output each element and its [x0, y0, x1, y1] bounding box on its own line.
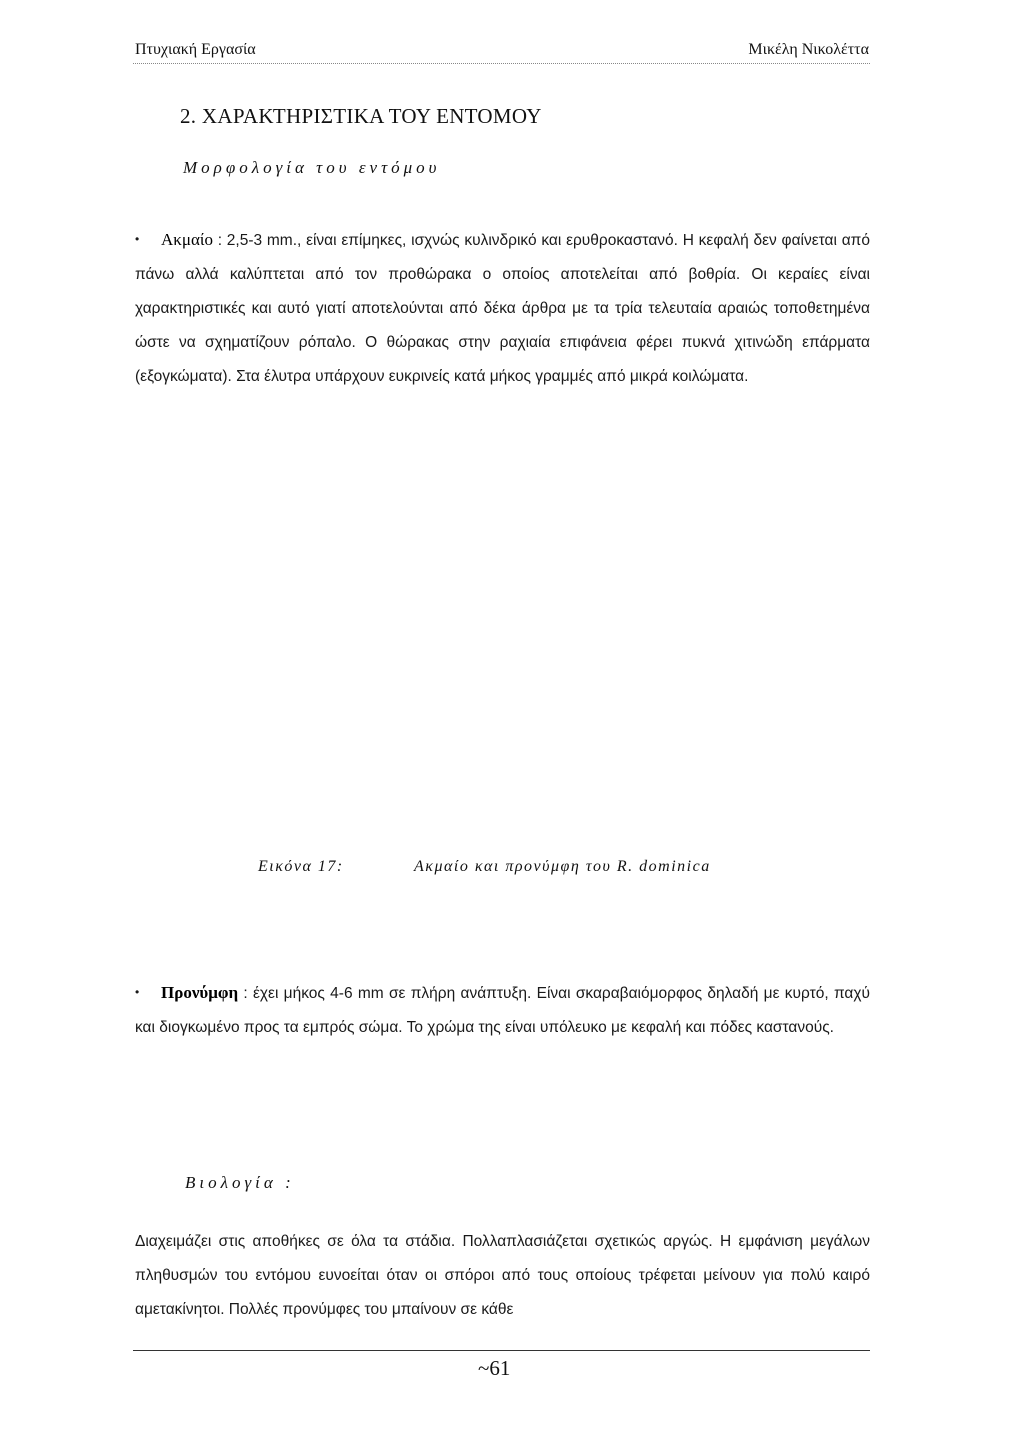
larva-lead-term: Προνύμφη	[161, 983, 239, 1002]
larva-description-text: : έχει μήκος 4-6 mm σε πλήρη ανάπτυξη. Είναι σκαραβαιόμορφος δηλαδή με κυρτό, παχύ και διογκωμένο προς τα εμπρός σώμα. Το χρώμα της είναι υπόλευκο με κεφαλή και πόδες καστανούς.	[135, 985, 870, 1036]
subsection-title-biology: Βιολογία :	[185, 1173, 295, 1192]
header-rule	[133, 63, 870, 64]
figure-image-area	[135, 450, 870, 830]
biology-paragraph: Διαχειμάζει στις αποθήκες σε όλα τα στάδια. Πολλαπλασιάζεται σχετικώς αργώς. Η εμφάνιση μεγάλων πληθυσμών του εντόμου ευνοείται όταν οι σπόροι από τους οποίους τρέφεται μείνουν για πολύ καιρό αμετακίνητοι. Πολλές προνύμφες του μπαίνουν σε κάθε	[135, 1233, 870, 1318]
adult-lead-term: Ακμαίο	[161, 230, 213, 249]
header-thesis-label: Πτυχιακή Εργασία	[135, 41, 256, 58]
figure-caption-text: Ακμαίο και προνύμφη του R. dominica	[414, 858, 711, 875]
adult-description-paragraph	[135, 222, 870, 394]
header-author-name: Μικέλη Νικολέττα	[748, 41, 869, 58]
figure-label: Εικόνα 17:	[258, 858, 344, 875]
subsection-title-morphology: Μορφολογία του εντόμου	[183, 158, 441, 177]
footer-rule	[133, 1350, 870, 1351]
bullet-icon: •	[135, 985, 140, 999]
adult-description-text: : 2,5-3 mm., είναι επίμηκες, ισχνώς κυλινδρικό και ερυθροκαστανό. Η κεφαλή δεν φαίνεται από πάνω αλλά καλύπτεται από τον προθώρακα ο οποίος αποτελείται από βοθρία. Οι κεραίες είναι χαρακτηριστικές και αυτό γιατί αποτελούνται από δέκα άρθρα με τα τρία τελευταία αραιώς τοποθετημένα ώστε να σχηματίζουν ρόπαλο. Ο θώρακας στην ραχιαία επιφάνεια φέρει πυκνά χιτινώδη επάρματα (εξογκώματα). Στα έλυτρα υπάρχουν ευκρινείς κατά μήκος γραμμές από μικρά κοιλώματα.	[135, 232, 870, 385]
bullet-icon: •	[135, 232, 140, 246]
section-title: 2. ΧΑΡΑΚΤΗΡΙΣΤΙΚΑ ΤΟΥ ΕΝΤΟΜΟΥ	[180, 104, 542, 128]
larva-description-paragraph	[135, 975, 870, 1045]
figure-caption	[258, 858, 711, 876]
page-number: ~61	[478, 1356, 511, 1380]
